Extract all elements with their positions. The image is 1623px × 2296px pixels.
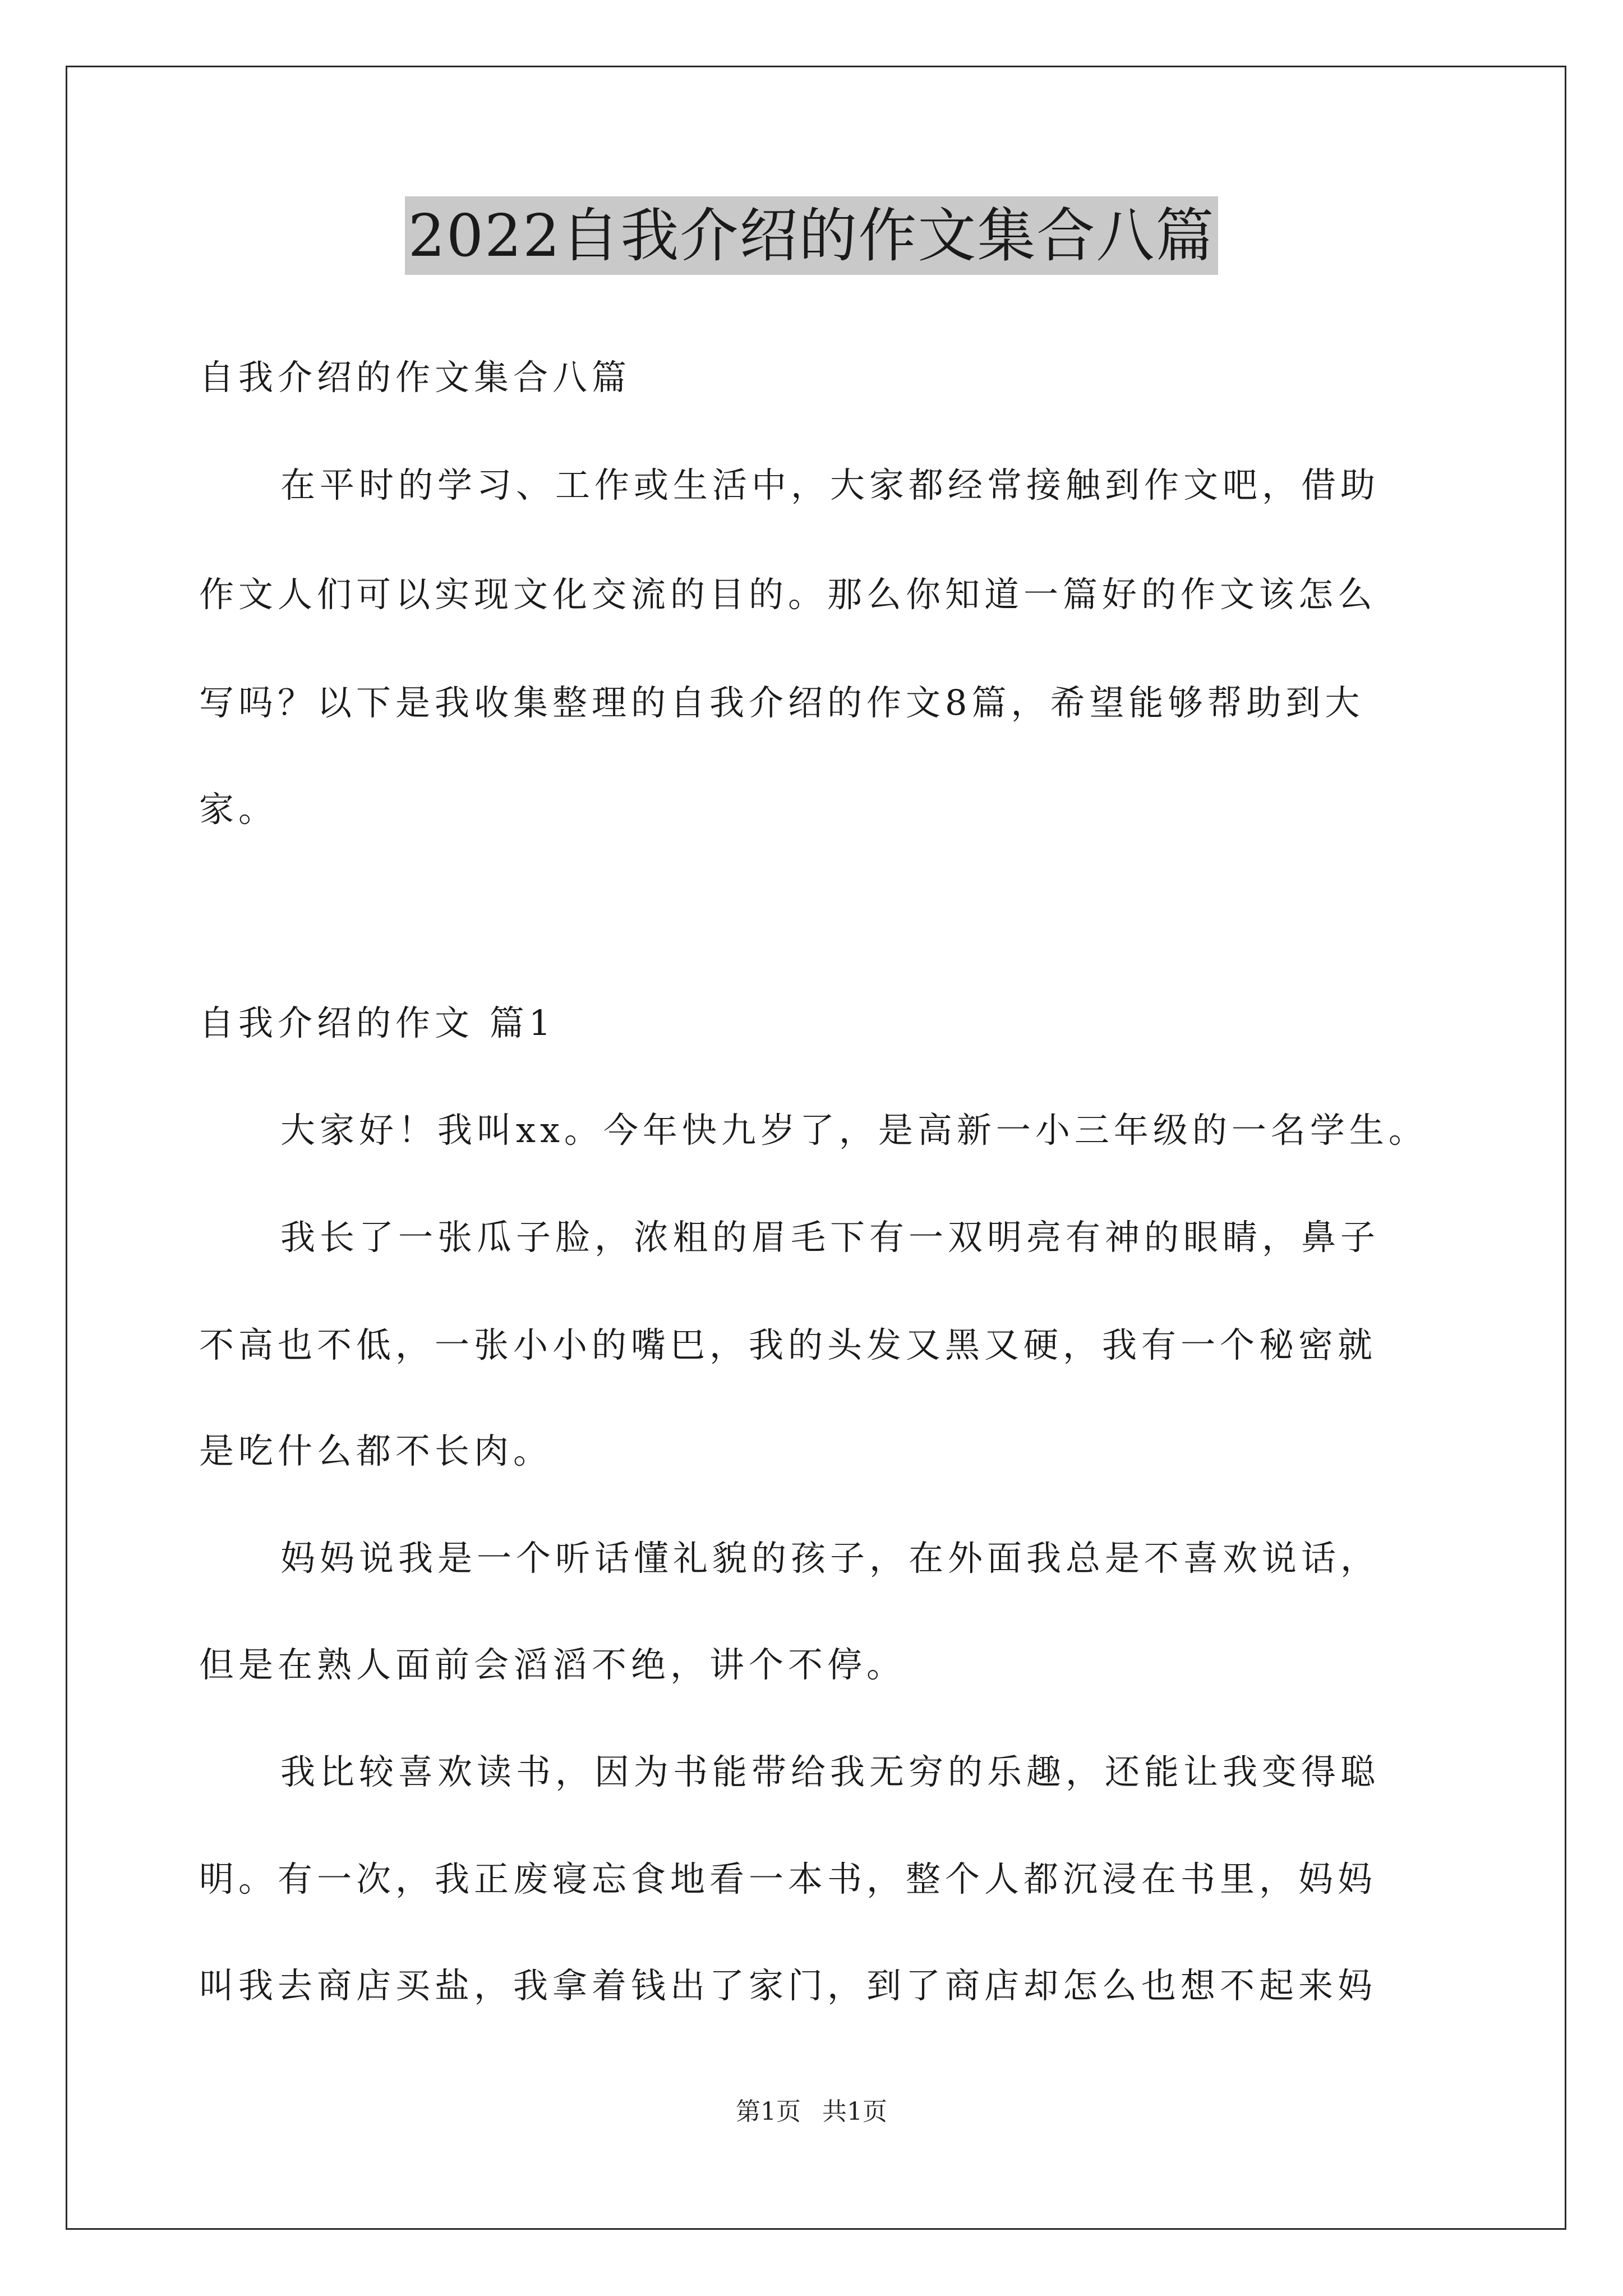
intro-line-2: 作文人们可以实现文化交流的目的。那么你知道一篇好的作文该怎么: [199, 574, 1377, 615]
intro-line-4: 家。: [199, 789, 278, 830]
paragraph-line: 我长了一张瓜子脸，浓粗的眉毛下有一双明亮有神的眼睛，鼻子: [280, 1217, 1380, 1258]
section-heading-1: 自我介绍的作文 篇1: [199, 1002, 556, 1043]
document-title: 2022自我介绍的作文集合八篇: [405, 196, 1219, 275]
intro-line-1: 在平时的学习、工作或生活中，大家都经常接触到作文吧，借助: [280, 464, 1380, 505]
page-footer: [0, 2095, 1623, 2129]
title-container: [0, 196, 1623, 275]
page-number: 第1页: [736, 2097, 801, 2126]
intro-line-3: 写吗？以下是我收集整理的自我介绍的作文8篇，希望能够帮助到大: [199, 682, 1364, 723]
paragraph-line: 我比较喜欢读书，因为书能带给我无穷的乐趣，还能让我变得聪: [280, 1751, 1380, 1792]
paragraph-line: 明。有一次，我正废寝忘食地看一本书，整个人都沉浸在书里，妈妈: [199, 1858, 1377, 1899]
paragraph-line: 但是在熟人面前会滔滔不绝，讲个不停。: [199, 1644, 906, 1685]
paragraph-line: 不高也不低，一张小小的嘴巴，我的头发又黑又硬，我有一个秘密就: [199, 1324, 1377, 1365]
subtitle: 自我介绍的作文集合八篇: [199, 357, 631, 398]
paragraph-line: 叫我去商店买盐，我拿着钱出了家门，到了商店却怎么也想不起来妈: [199, 1965, 1377, 2006]
page-total: 共1页: [822, 2097, 887, 2126]
paragraph-line: 妈妈说我是一个听话懂礼貌的孩子，在外面我总是不喜欢说话，: [280, 1538, 1380, 1579]
paragraph-line: 是吃什么都不长肉。: [199, 1430, 553, 1471]
paragraph-line: 大家好！我叫xx。今年快九岁了，是高新一小三年级的一名学生。: [280, 1110, 1428, 1151]
